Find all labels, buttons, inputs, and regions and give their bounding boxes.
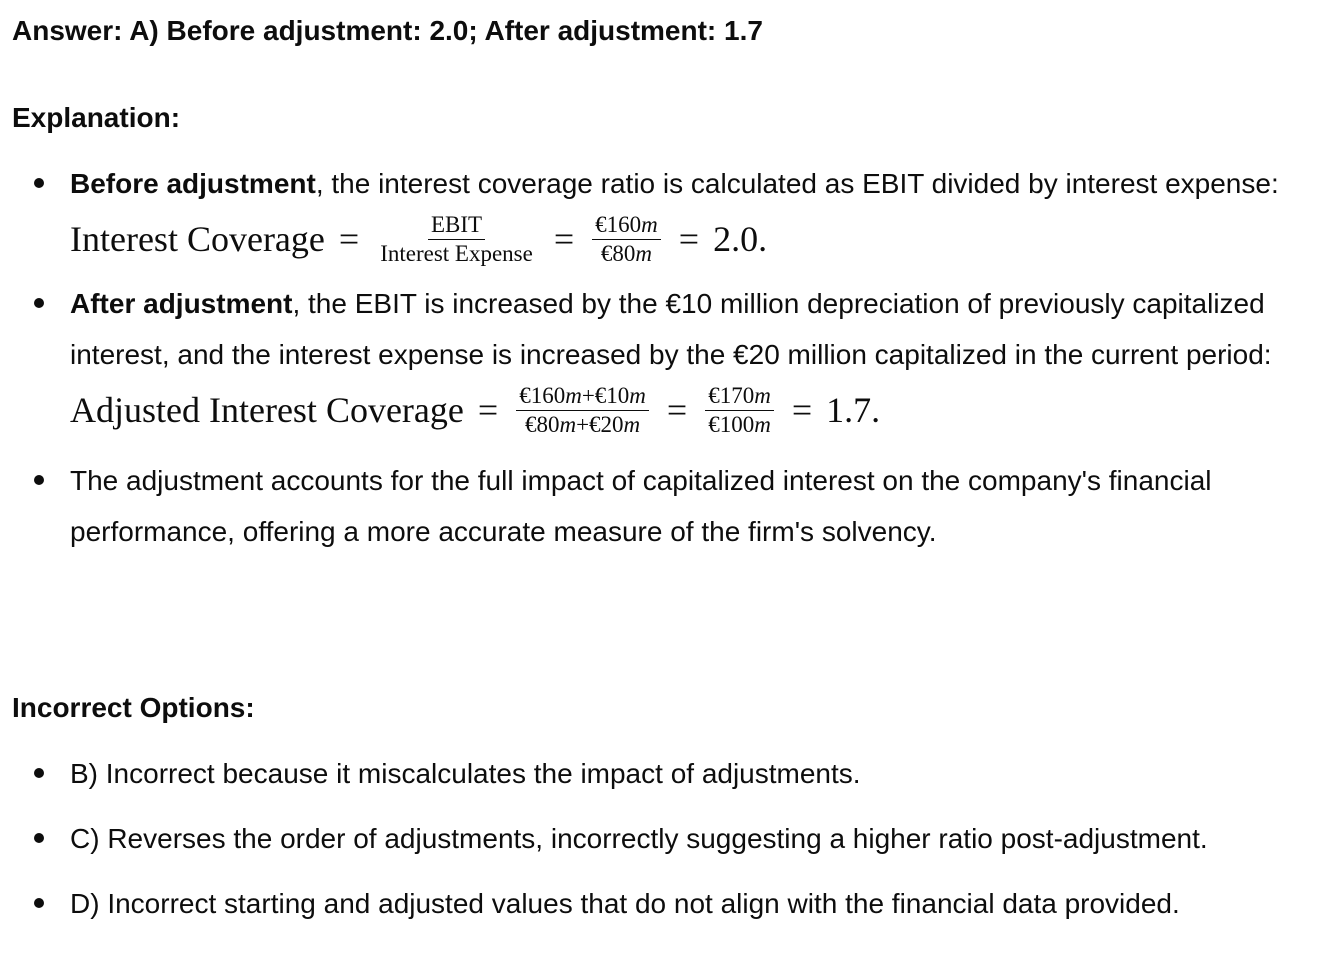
answer-heading: Answer: A) Before adjustment: 2.0; After adjustment: 1.7 (12, 15, 763, 46)
fraction-denominator: Interest Expense (380, 240, 533, 266)
denominator-term: +€20 (576, 411, 624, 437)
bullet-icon (34, 768, 44, 778)
bullet-icon (34, 178, 44, 188)
adjustment-note-text: The adjustment accounts for the full impact of capitalized interest on the company's financial performance, offering a more accurate measure of the firm's solvency. (70, 465, 1212, 547)
option-b-text: B) Incorrect because it miscalculates the impact of adjustments. (70, 758, 861, 789)
denominator-unit: m (635, 240, 653, 266)
fraction-denominator (705, 411, 774, 437)
list-item-after-adjustment (12, 278, 1322, 440)
option-c-text: C) Reverses the order of adjustments, incorrectly suggesting a higher ratio post-adjustment. (70, 823, 1208, 854)
denominator-unit: m (754, 411, 771, 437)
equals-sign: = (791, 389, 813, 430)
numerator-value: €160 (595, 211, 642, 237)
explanation-list (12, 158, 1322, 557)
incorrect-options-list (12, 748, 1322, 929)
equals-sign: = (553, 218, 575, 259)
list-item-option-b (12, 748, 1322, 799)
value-fraction (592, 213, 661, 266)
equals-sign: = (666, 389, 688, 430)
option-d-text: D) Incorrect starting and adjusted values that do not align with the financial data provided. (70, 888, 1180, 919)
fraction-denominator (598, 240, 655, 266)
fraction-denominator (522, 411, 643, 437)
fraction-numerator (592, 213, 661, 240)
ebit-over-interest-fraction (377, 213, 536, 266)
bullet-icon (34, 475, 44, 485)
formula-result: 1.7. (826, 389, 881, 430)
explanation-heading: Explanation: (12, 102, 181, 133)
equals-sign: = (678, 218, 700, 259)
before-adjustment-label: Before adjustment (70, 168, 316, 199)
formula-result: 2.0. (713, 218, 768, 259)
before-adjustment-description: , the interest coverage ratio is calculated as EBIT divided by interest expense: (315, 168, 1279, 199)
before-adjustment-text (70, 158, 1322, 209)
formula-lhs: Adjusted Interest Coverage (70, 389, 464, 430)
after-adjustment-description: , the EBIT is increased by the €10 million depreciation of previously capitalized interest, and the interest expense is increased by the €20 million capitalized in the current period: (70, 288, 1272, 370)
incorrect-options-heading: Incorrect Options: (12, 692, 255, 723)
denominator-value: €100 (708, 411, 755, 437)
interest-coverage-formula (70, 209, 1322, 269)
list-item-adjustment-note (12, 455, 1322, 557)
fraction-numerator: EBIT (428, 213, 485, 240)
after-adjustment-text (70, 278, 1322, 380)
numerator-term: €160 (519, 382, 566, 408)
equals-sign: = (338, 218, 360, 259)
numerator-unit: m (641, 211, 658, 237)
after-adjustment-label: After adjustment (70, 288, 293, 319)
bullet-icon (34, 898, 44, 908)
adjusted-value-fraction (705, 384, 774, 437)
formula-lhs: Interest Coverage (70, 218, 325, 259)
fraction-numerator (516, 384, 649, 411)
denominator-unit: m (623, 411, 641, 437)
denominator-unit: m (559, 411, 577, 437)
denominator-term: €80 (524, 411, 560, 437)
adjusted-interest-coverage-formula (70, 380, 1322, 440)
numerator-term: +€10 (581, 382, 630, 408)
bullet-icon (34, 833, 44, 843)
numerator-unit: m (754, 382, 771, 408)
fraction-numerator (705, 384, 774, 411)
equals-sign: = (477, 389, 499, 430)
numerator-unit: m (629, 382, 646, 408)
list-item-option-c (12, 813, 1322, 864)
list-item-before-adjustment (12, 158, 1322, 269)
list-item-option-d (12, 878, 1322, 929)
numerator-value: €170 (708, 382, 755, 408)
adjusted-sum-fraction (516, 384, 649, 437)
numerator-unit: m (565, 382, 582, 408)
denominator-value: €80 (600, 240, 636, 266)
bullet-icon (34, 298, 44, 308)
